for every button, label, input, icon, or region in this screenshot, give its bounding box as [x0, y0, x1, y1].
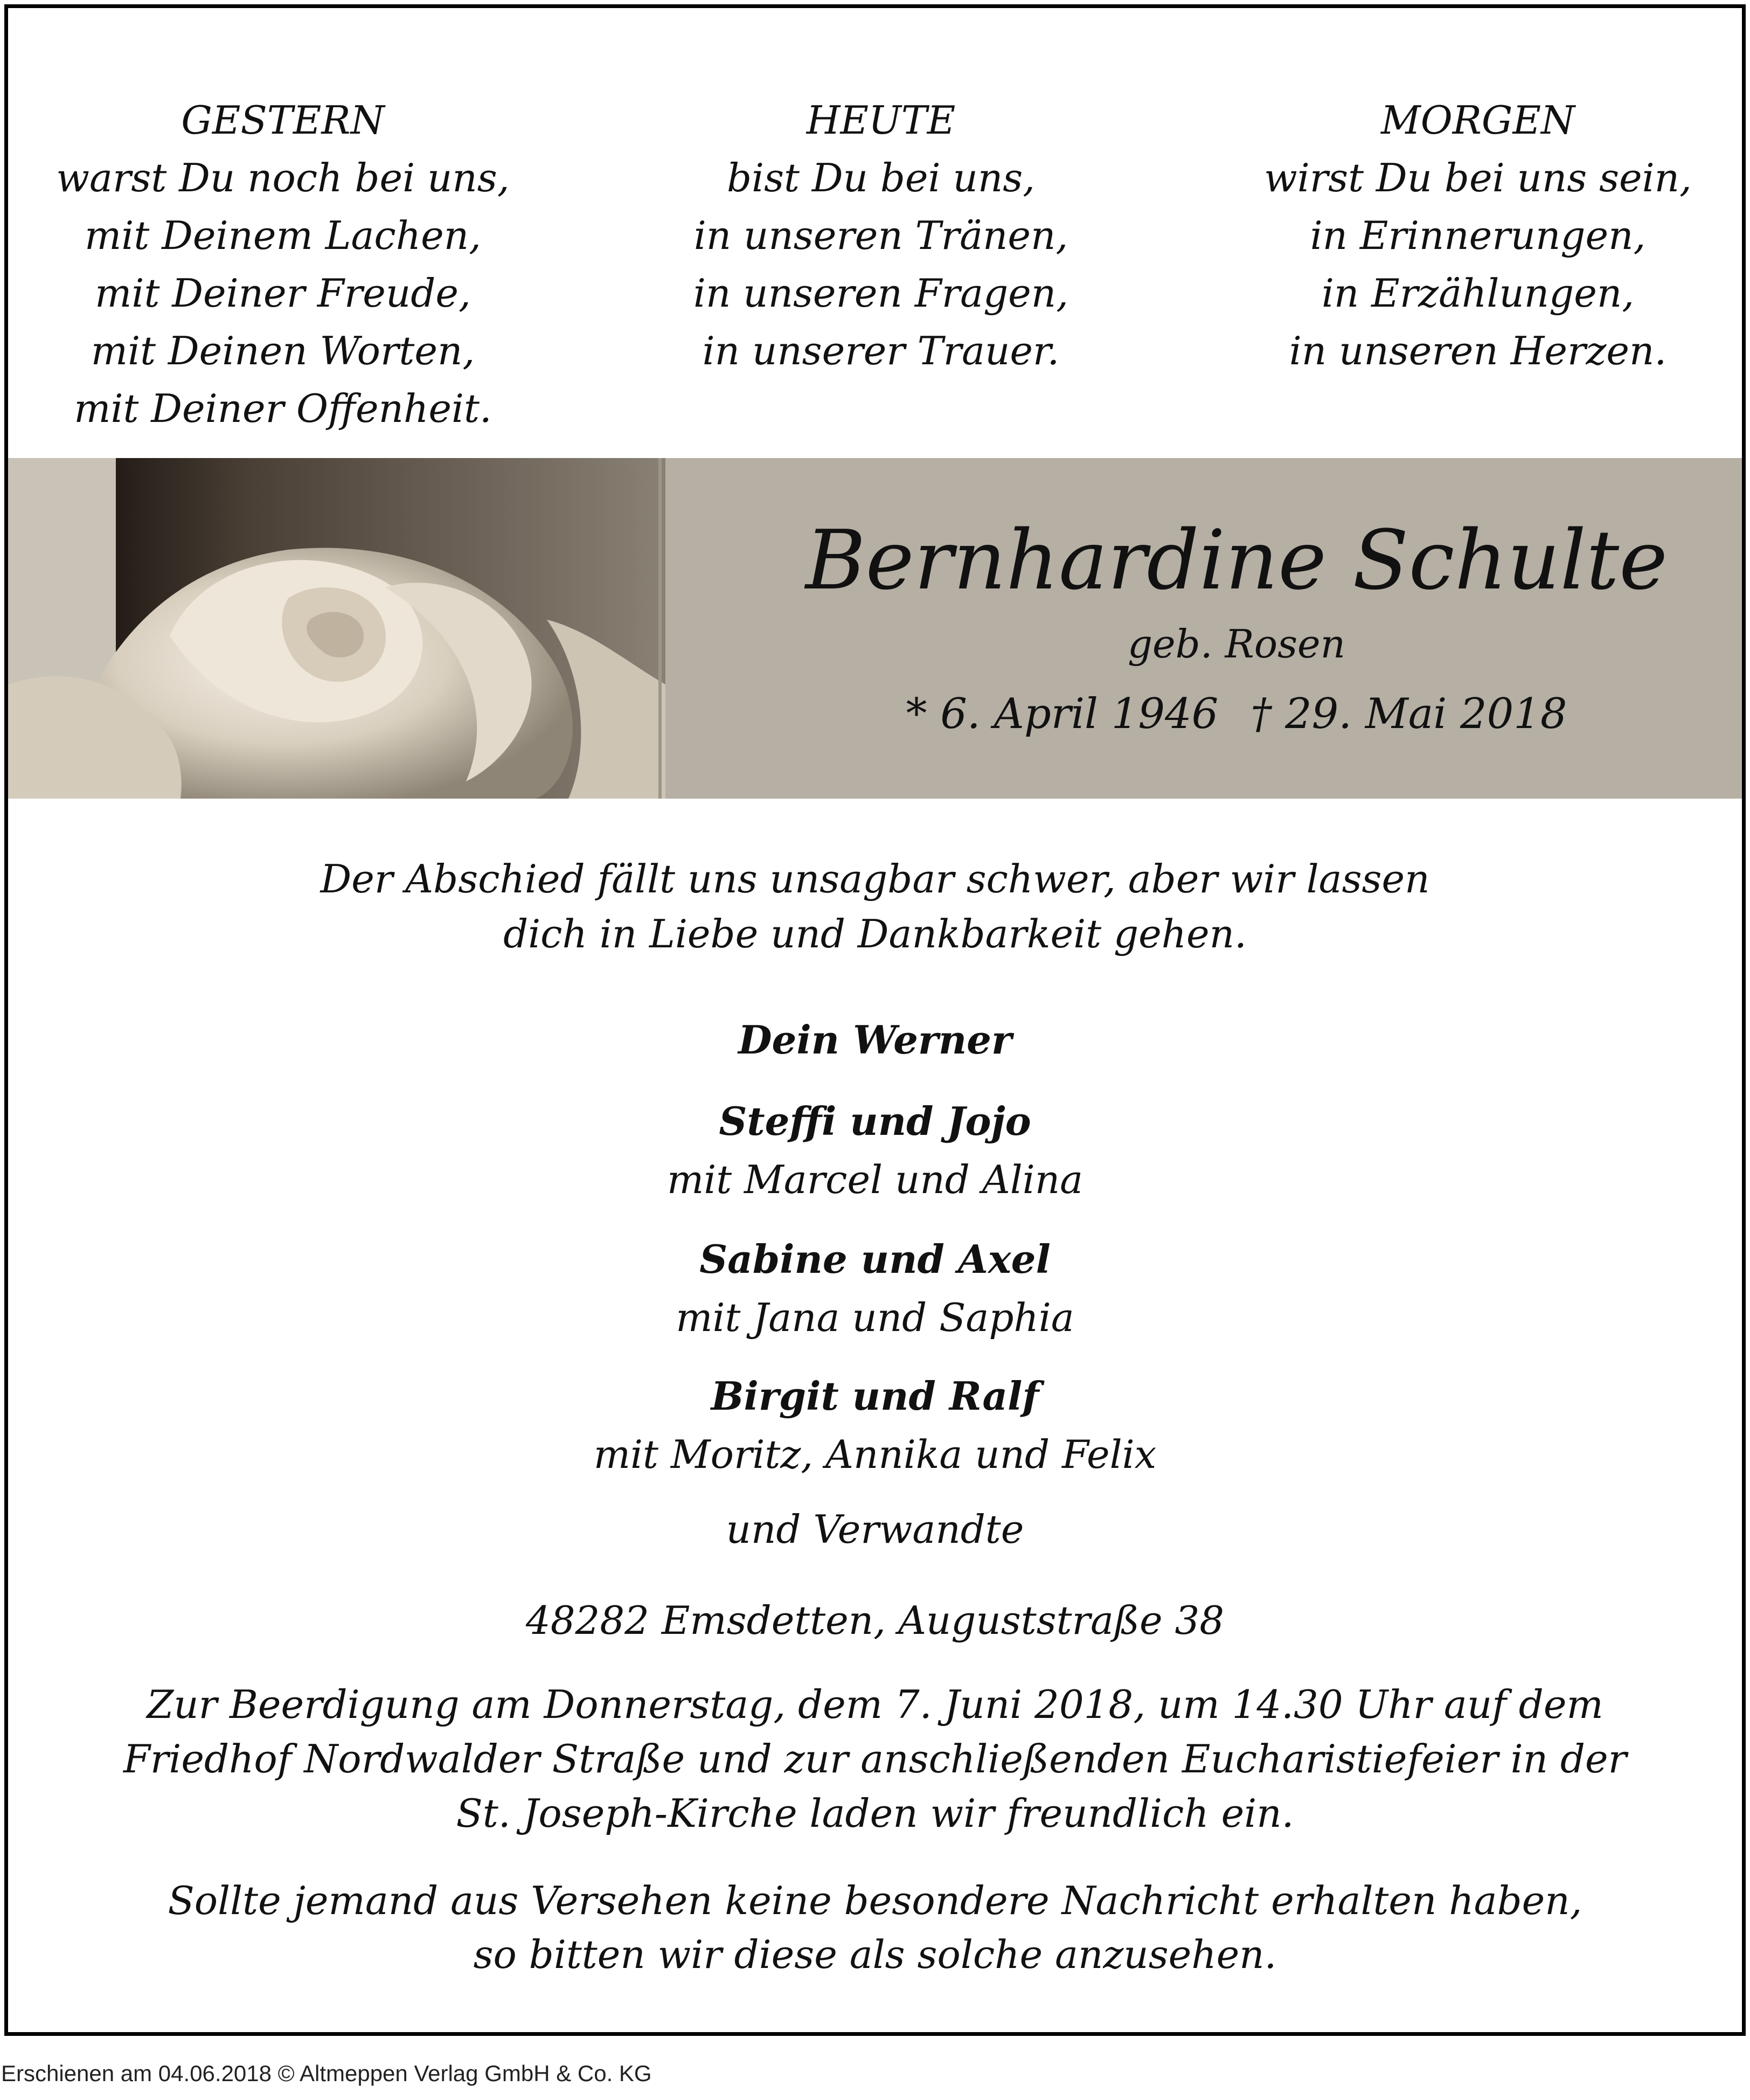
birth-date: * 6. April 1946 [906, 690, 1219, 738]
poem-column-yesterday [13, 92, 552, 438]
family-children: mit Jana und Saphia [676, 1295, 1074, 1340]
funeral-line: Zur Beerdigung am Donnerstag, dem 7. Juni 2018, um 14.30 Uhr auf dem [147, 1682, 1603, 1727]
family-group [8, 1367, 1742, 1484]
relatives-line: und Verwandte [726, 1507, 1024, 1552]
funeral-line: St. Joseph-Kirche laden wir freundlich ein. [456, 1791, 1294, 1836]
poem-heading: MORGEN [1380, 98, 1575, 143]
obituary-notice [4, 4, 1746, 2036]
note-line: so bitten wir diese als solche anzusehen. [473, 1932, 1277, 1977]
family-children: mit Marcel und Alina [666, 1157, 1084, 1202]
poem-line: mit Deiner Offenheit. [74, 386, 492, 431]
spouse-name: Dein Werner [738, 1017, 1012, 1063]
name-banner [8, 458, 1742, 799]
poem-line: in unseren Fragen, [693, 271, 1069, 316]
funeral-info [8, 1678, 1742, 1841]
notification-note [8, 1874, 1742, 1981]
farewell-line: dich in Liebe und Dankbarkeit gehen. [503, 911, 1247, 957]
poem-line: in Erzählungen, [1321, 271, 1635, 316]
poem-line: mit Deinen Worten, [91, 328, 475, 373]
address: 48282 Emsdetten, Auguststraße 38 [525, 1598, 1225, 1643]
poem-line: bist Du bei uns, [726, 155, 1036, 200]
rose-image [8, 458, 665, 799]
poem-heading: HEUTE [806, 98, 956, 143]
note-line: Sollte jemand aus Versehen keine besondere Nachricht erhalten haben, [168, 1878, 1582, 1923]
family-group [8, 1092, 1742, 1209]
poem-line: wirst Du bei uns sein, [1264, 155, 1692, 200]
family-names: Birgit und Ralf [711, 1373, 1039, 1419]
farewell-line: Der Abschied fällt uns unsagbar schwer, aber wir lassen [320, 856, 1430, 902]
funeral-line: Friedhof Nordwalder Straße und zur anschließenden Eucharistiefeier in der [123, 1736, 1627, 1782]
poem-line: mit Deiner Freude, [95, 271, 471, 316]
publication-footer: Erschienen am 04.06.2018 © Altmeppen Verlag GmbH & Co. KG [1, 2061, 652, 2086]
deceased-name: Bernhardine Schulte [805, 512, 1668, 608]
poem-line: in unseren Tränen, [693, 213, 1068, 258]
family-children: mit Moritz, Annika und Felix [593, 1432, 1157, 1477]
poem-heading: GESTERN [181, 98, 385, 143]
poem-line: in unseren Herzen. [1289, 328, 1667, 373]
poem-line: mit Deinem Lachen, [85, 213, 481, 258]
poem-line: in Erinnerungen, [1310, 213, 1646, 258]
maiden-name: geb. Rosen [1127, 621, 1346, 667]
farewell-text [8, 851, 1742, 961]
poem-line: warst Du noch bei uns, [56, 155, 510, 200]
poem-column-today [612, 92, 1150, 380]
family-names: Steffi und Jojo [719, 1098, 1031, 1144]
life-dates [816, 687, 1657, 741]
poem-column-tomorrow [1209, 92, 1747, 380]
family-group [8, 1230, 1742, 1347]
death-date: † 29. Mai 2018 [1251, 690, 1567, 738]
family-names: Sabine und Axel [699, 1236, 1051, 1282]
poem-line: in unserer Trauer. [702, 328, 1060, 373]
